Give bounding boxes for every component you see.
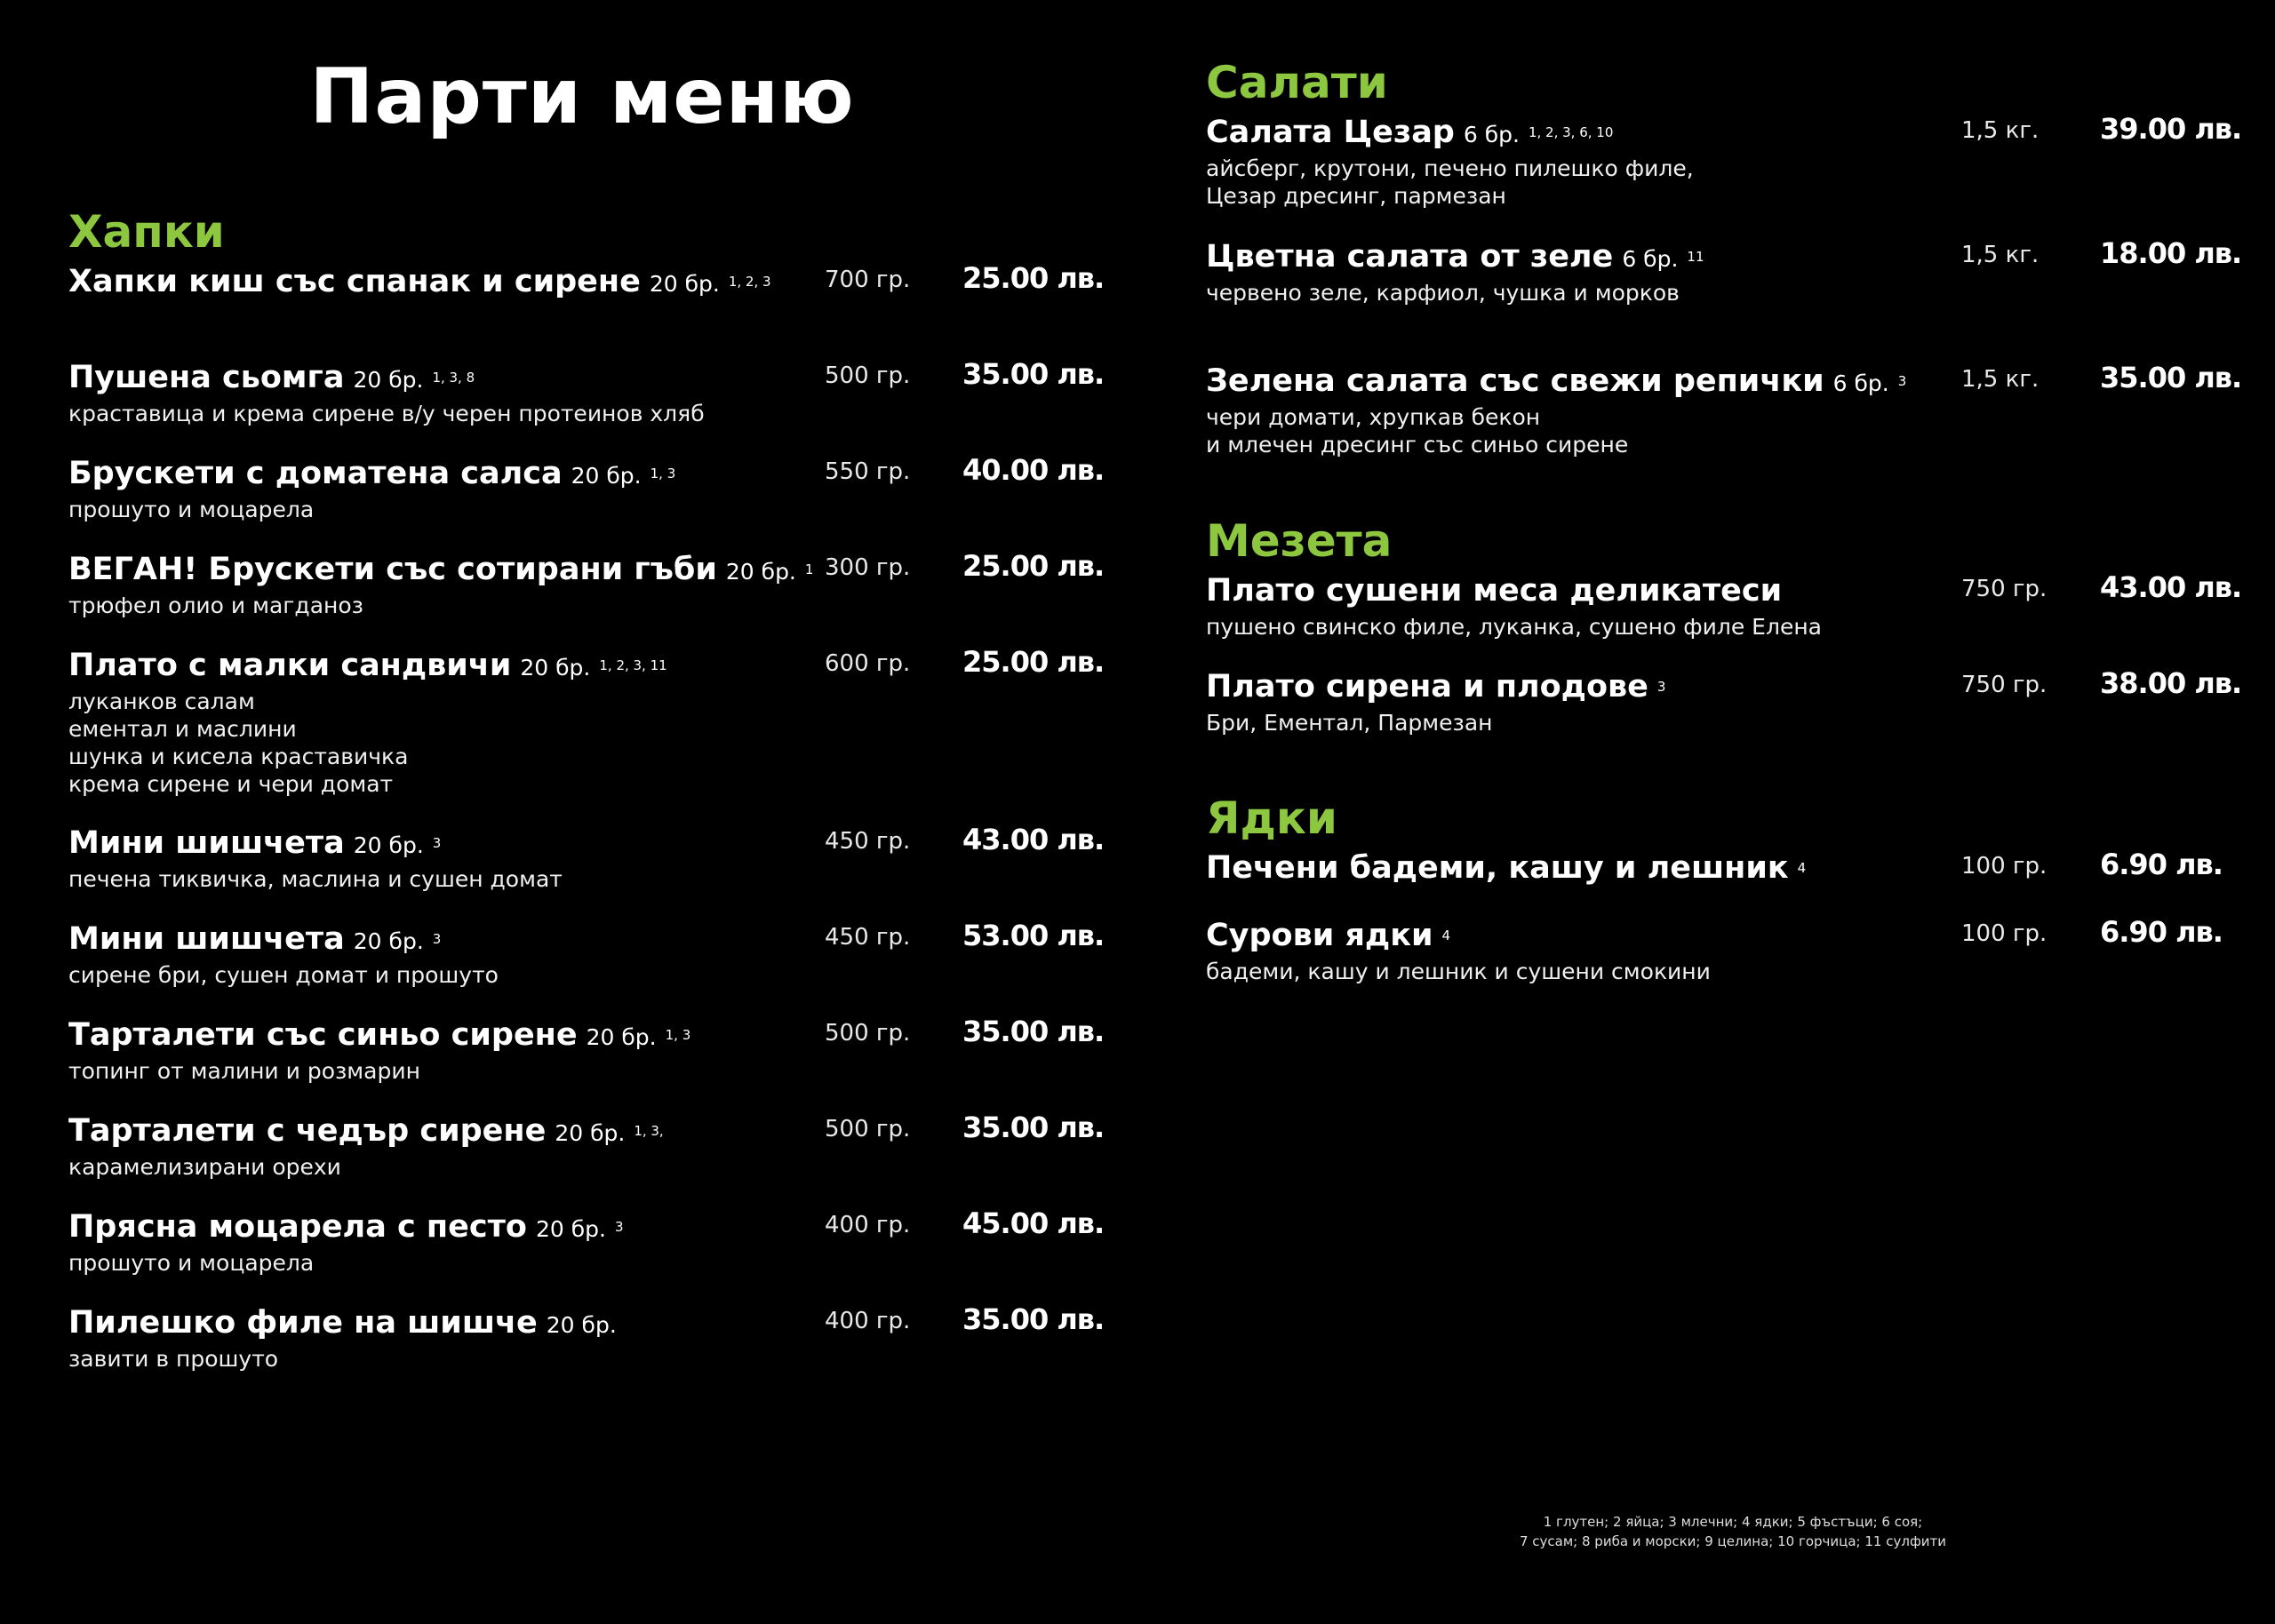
menu-item-line (68, 1205, 1105, 1249)
section-heading-salads: Салати (1206, 57, 1388, 108)
item-weight: 500 гр. (825, 362, 911, 389)
item-description: и млечен дресинг със синьо сирене (1206, 432, 1629, 458)
menu-item (1206, 846, 2255, 913)
item-name: Цветна салата от зеле (1206, 239, 1614, 275)
menu-item-line (1206, 569, 2255, 613)
menu-item-line (68, 451, 1105, 496)
item-price: 38.00 лв. (2100, 666, 2242, 700)
item-weight: 300 гр. (825, 554, 911, 581)
item-weight: 450 гр. (825, 924, 911, 951)
menu-item-line (68, 547, 1105, 592)
item-price: 25.00 лв. (962, 261, 1105, 295)
item-price: 35.00 лв. (962, 1015, 1105, 1048)
menu-item (68, 821, 1105, 917)
item-weight: 750 гр. (1961, 672, 2048, 698)
menu-list-salads (1206, 110, 2255, 483)
item-name: Зелена салата със свежи репички (1206, 363, 1824, 399)
item-weight: 500 гр. (825, 1116, 911, 1142)
menu-item (68, 259, 1105, 355)
item-description: айсберг, крутони, печено пилешко филе, (1206, 155, 1694, 181)
item-weight: 100 гр. (1961, 920, 2048, 947)
item-name: Печени бадеми, кашу и лешник (1206, 850, 1789, 886)
item-weight: 550 гр. (825, 458, 911, 485)
item-price: 25.00 лв. (962, 549, 1105, 583)
item-description: топинг от малини и розмарин (68, 1058, 420, 1084)
item-price: 35.00 лв. (962, 1302, 1105, 1336)
item-description: пушено свинско филе, луканка, сушено филе Елена (1206, 614, 1823, 640)
item-price: 6.90 лв. (2100, 915, 2223, 949)
item-quantity: 20 бр. (586, 1024, 657, 1050)
menu-item (1206, 110, 2255, 235)
item-weight: 750 гр. (1961, 576, 2048, 602)
item-name: Пилешко филе на шишче (68, 1305, 538, 1341)
item-quantity: 20 бр. (353, 928, 424, 954)
menu-item (1206, 913, 2255, 984)
left-column (68, 204, 1105, 1397)
menu-item (68, 1301, 1105, 1397)
item-name: Тарталети с чедър сирене (68, 1113, 547, 1149)
item-quantity: 20 бр. (535, 1216, 606, 1242)
menu-item (68, 355, 1105, 451)
right-column (1206, 55, 2255, 984)
page-title: Парти меню (309, 52, 855, 141)
menu-item (1206, 665, 2255, 760)
item-quantity: 20 бр. (353, 367, 424, 393)
section-heading-mezze: Мезета (1206, 515, 1393, 567)
item-description: ементал и маслини (68, 716, 297, 742)
item-allergens: 1, 3, (634, 1122, 664, 1139)
menu-item-line (1206, 359, 2255, 403)
item-name: Мини шишчета (68, 921, 345, 957)
item-quantity: 20 бр. (725, 559, 796, 585)
menu-item-line (68, 259, 1105, 304)
item-quantity: 20 бр. (555, 1120, 626, 1146)
item-description: Бри, Ементал, Пармезан (1206, 710, 1493, 736)
item-allergens: 3 (432, 930, 442, 947)
item-allergens: 1, 3 (665, 1026, 691, 1043)
menu-item (68, 643, 1105, 821)
item-allergens: 4 (1797, 859, 1807, 876)
item-description: крема сирене и чери домат (68, 771, 394, 797)
item-description: прошуто и моцарела (68, 1250, 315, 1276)
item-description: карамелизирани орехи (68, 1154, 341, 1180)
item-allergens: 1, 3 (650, 465, 676, 482)
menu-item-line (68, 643, 1105, 688)
item-allergens: 4 (1441, 927, 1451, 943)
item-description: печена тиквичка, маслина и сушен домат (68, 866, 563, 892)
item-price: 43.00 лв. (962, 823, 1105, 856)
item-quantity: 20 бр. (571, 463, 642, 489)
item-name: Плато сушени меса деликатеси (1206, 573, 1783, 609)
menu-item (68, 1013, 1105, 1109)
item-name: Пушена сьомга (68, 360, 345, 395)
menu-item-line (68, 917, 1105, 961)
item-name: Плато с малки сандвичи (68, 648, 512, 683)
allergen-legend-line: 1 глутен; 2 яйца; 3 млечни; 4 ядки; 5 фъстъци; 6 соя; (1543, 1514, 1923, 1530)
item-weight: 500 гр. (825, 1020, 911, 1047)
item-weight: 600 гр. (825, 650, 911, 677)
item-name: Тарталети със синьо сирене (68, 1017, 578, 1053)
menu-item-line (1206, 846, 2255, 890)
item-price: 45.00 лв. (962, 1206, 1105, 1240)
item-name: Плато сирена и плодове (1206, 669, 1648, 705)
menu-item (68, 917, 1105, 1013)
item-price: 6.90 лв. (2100, 848, 2223, 881)
item-quantity: 6 бр. (1622, 246, 1679, 272)
menu-item (1206, 359, 2255, 483)
section-heading-nuts: Ядки (1206, 792, 1337, 844)
item-allergens: 3 (1656, 678, 1666, 695)
menu-item (68, 451, 1105, 547)
menu-item (68, 1205, 1105, 1301)
item-allergens: 1 (804, 561, 814, 577)
item-allergens: 1, 2, 3, 11 (599, 657, 667, 673)
item-description: прошуто и моцарела (68, 497, 315, 522)
item-quantity: 6 бр. (1463, 122, 1520, 147)
item-allergens: 3 (1897, 372, 1907, 389)
item-name: Брускети с доматена салса (68, 456, 563, 491)
menu-item (1206, 569, 2255, 665)
item-price: 35.00 лв. (962, 357, 1105, 391)
item-description: бадеми, кашу и лешник и сушени смокини (1206, 959, 1711, 984)
menu-item-line (68, 355, 1105, 400)
item-description: Цезар дресинг, пармезан (1206, 183, 1506, 209)
item-allergens: 1, 2, 3 (728, 273, 771, 290)
menu-item (68, 547, 1105, 643)
item-weight: 100 гр. (1961, 853, 2048, 880)
item-price: 35.00 лв. (2100, 361, 2242, 394)
item-allergens: 1, 2, 3, 6, 10 (1528, 123, 1614, 140)
item-price: 25.00 лв. (962, 645, 1105, 679)
item-name: Хапки киш със спанак и сирене (68, 264, 641, 299)
item-allergens: 3 (432, 834, 442, 851)
item-description: краставица и крема сирене в/у черен протеинов хляб (68, 401, 705, 426)
item-name: ВЕГАН! Брускети със сотирани гъби (68, 552, 717, 587)
item-price: 39.00 лв. (2100, 112, 2242, 146)
item-quantity: 20 бр. (353, 832, 424, 858)
item-quantity: 20 бр. (520, 655, 591, 681)
menu-item (68, 1109, 1105, 1205)
item-name: Сурови ядки (1206, 918, 1433, 953)
menu-item-line (68, 1301, 1105, 1345)
menu-item-line (1206, 913, 2255, 958)
item-description: сирене бри, сушен домат и прошуто (68, 962, 499, 988)
menu-item (1206, 235, 2255, 359)
item-price: 18.00 лв. (2100, 236, 2242, 270)
item-price: 53.00 лв. (962, 919, 1105, 952)
item-description: трюфел олио и магданоз (68, 593, 363, 618)
item-quantity: 20 бр. (546, 1312, 617, 1338)
item-price: 43.00 лв. (2100, 570, 2242, 604)
item-allergens: 3 (614, 1218, 624, 1235)
item-allergens: 11 (1687, 248, 1704, 265)
item-weight: 400 гр. (825, 1212, 911, 1238)
item-quantity: 20 бр. (649, 271, 720, 297)
menu-item-line (68, 821, 1105, 865)
item-weight: 700 гр. (825, 267, 911, 293)
item-quantity: 6 бр. (1832, 370, 1889, 396)
menu-list-hapki (68, 259, 1105, 1397)
item-weight: 1,5 кг. (1961, 242, 2040, 268)
allergen-legend (1457, 1512, 2008, 1551)
allergen-legend-line: 7 сусам; 8 риба и морски; 9 целина; 10 горчица; 11 сулфити (1519, 1533, 1946, 1549)
menu-item-line (1206, 110, 2255, 155)
item-name: Салата Цезар (1206, 115, 1455, 150)
menu-item-line (68, 1013, 1105, 1057)
item-name: Прясна моцарела с песто (68, 1209, 527, 1245)
item-description: луканков салам (68, 689, 255, 714)
item-weight: 1,5 кг. (1961, 366, 2040, 393)
menu-item-line (68, 1109, 1105, 1153)
section-heading-hapki: Хапки (68, 206, 225, 258)
item-allergens: 1, 3, 8 (432, 369, 475, 386)
item-description: завити в прошуто (68, 1346, 279, 1372)
menu-list-mezze (1206, 569, 2255, 760)
menu-list-nuts (1206, 846, 2255, 984)
menu-item-line (1206, 235, 2255, 279)
item-description: чери домати, хрупкав бекон (1206, 404, 1541, 430)
item-weight: 1,5 кг. (1961, 117, 2040, 144)
item-weight: 400 гр. (825, 1308, 911, 1334)
item-weight: 450 гр. (825, 828, 911, 855)
item-price: 40.00 лв. (962, 453, 1105, 487)
item-description: шунка и кисела краставичка (68, 744, 409, 769)
item-description: червено зеле, карфиол, чушка и морков (1206, 280, 1680, 306)
item-name: Мини шишчета (68, 825, 345, 861)
menu-item-line (1206, 665, 2255, 709)
item-price: 35.00 лв. (962, 1111, 1105, 1144)
